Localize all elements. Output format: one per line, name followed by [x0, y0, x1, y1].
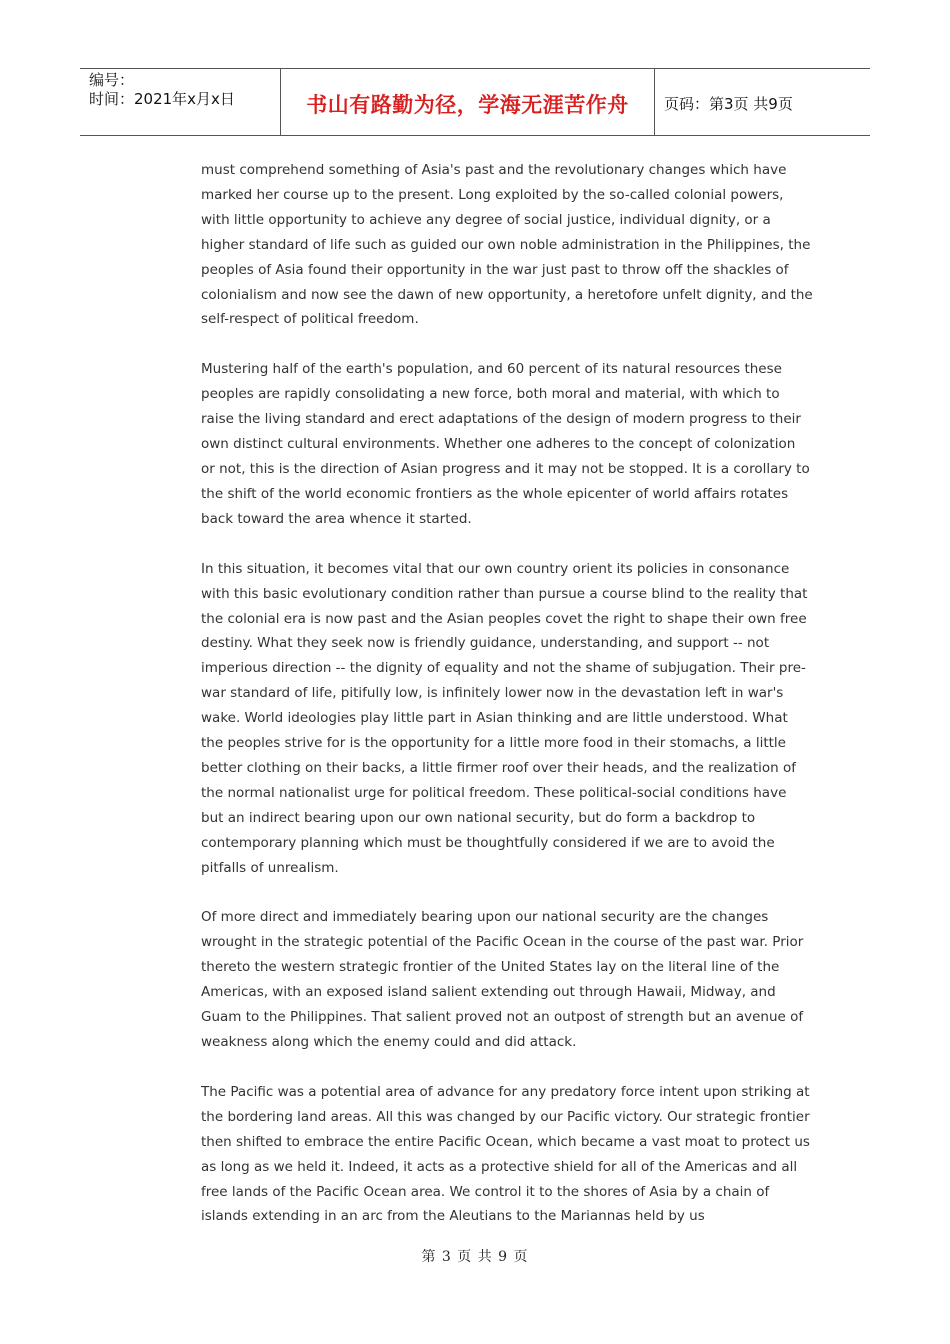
header-page-cell [655, 69, 870, 135]
document-body [201, 158, 813, 1254]
motto-title: 书山有路勤为径，学海无涯苦作舟 [306, 92, 629, 117]
paragraph: Mustering half of the earth's population, and 60 percent of its natural resources these peoples are rapidly consolidating a new force, both moral and material, with which to raise the living standard and erect adaptations of the design of modern progress to their own distinct cultural environments. Whether one adheres to the concept of colonization or not, this is the direction of Asian progress and it may not be stopped. It is a corollary to the shift of the world economic frontiers as the whole epicenter of world affairs rotates back toward the area whence it started. [201, 361, 810, 527]
paragraph: In this situation, it becomes vital that our own country orient its policies in consonance with this basic evolutionary condition rather than pursue a course blind to the reality that the colonial era is now past and the Asian peoples covet the right to shape their own free destiny. What they seek now is friendly guidance, understanding, and support -- not imperious direction -- the dignity of equality and not the shame of subjugation. Their pre-war standard of life, pitifully low, is infinitely lower now in the devastation left in war's wake. World ideologies play little part in Asian thinking and are little understood. What the peoples strive for is the opportunity for a little more food in their stomachs, a little better clothing on their backs, a little firmer roof over their heads, and the realization of the normal nationalist urge for political freedom. These political-social conditions have but an indirect bearing upon our own national security, but do form a backdrop to contemporary planning which must be thoughtfully considered if we are to avoid the pitfalls of unrealism. [201, 560, 808, 876]
header-meta-cell [80, 69, 281, 135]
paragraph: Of more direct and immediately bearing upon our national security are the changes wrought in the strategic potential of the Pacific Ocean in the course of the past war. Prior thereto the western strategic frontier of the United States lay on the literal line of the Americas, with an exposed island salient extending out through Hawaii, Midway, and Guam to the Philippines. That salient proved not an outpost of strength but an avenue of weakness along which the enemy could and did attack. [201, 909, 804, 1050]
page-footer: 第 3 页 共 9 页 [421, 1249, 529, 1265]
header-motto-cell [281, 69, 655, 135]
page-code: 页码：第3页 共9页 [664, 94, 793, 113]
paragraph: must comprehend something of Asia's past and the revolutionary changes which have marked her course up to the present. Long exploited by the so-called colonial powers, with little opportunity to achieve any degree of social justice, individual dignity, or a higher standard of life such as guided our own noble administration in the Philippines, the peoples of Asia found their opportunity in the war just past to throw off the shackles of colonialism and now see the dawn of new opportunity, a heretofore unfelt dignity, and the self-respect of political freedom. [201, 162, 813, 328]
page-header [80, 68, 870, 136]
serial-number-label: 编号： [89, 71, 135, 89]
date-label: 时间：2021年x月x日 [89, 90, 235, 108]
paragraph: The Pacific was a potential area of advance for any predatory force intent upon striking at the bordering land areas. All this was changed by our Pacific victory. Our strategic frontier then shifted to embrace the entire Pacific Ocean, which became a vast moat to protect us as long as we held it. Indeed, it acts as a protective shield for all of the Americas and all free lands of the Pacific Ocean area. We control it to the shores of Asia by a chain of islands extending in an arc from the Aleutians to the Mariannas held by us [201, 1083, 810, 1225]
